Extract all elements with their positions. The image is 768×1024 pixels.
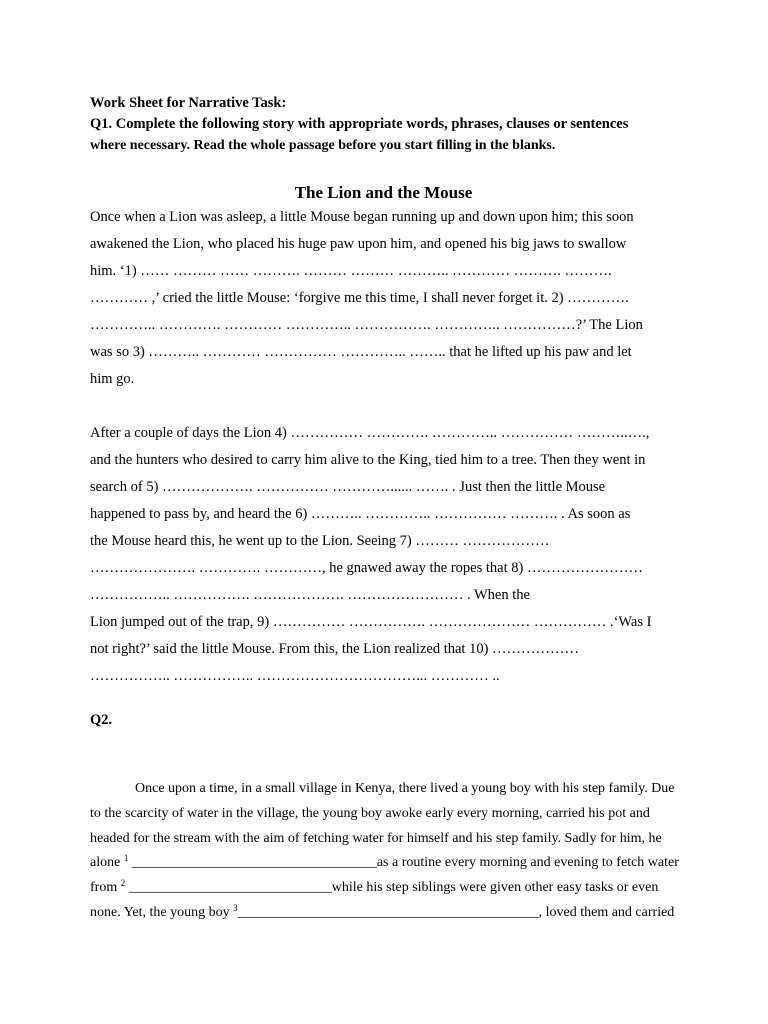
- q2-line-text-part: alone: [90, 855, 121, 871]
- story-line: ………….. …………. ………… ………….. ……………. ………….. ……………?’ The Lion: [90, 317, 643, 333]
- blank-2[interactable]: _____________________________: [128, 880, 332, 896]
- paragraph-gap: [90, 393, 690, 420]
- q2-line: [90, 901, 678, 926]
- blank-number: 1: [123, 853, 129, 864]
- q1-instruction-text-1: Q1. Complete the following story with appropriate words, phrases, clauses or sentences: [90, 116, 629, 132]
- q2-line-text-part: , loved them and carried: [538, 904, 675, 920]
- blank-1[interactable]: ___________________________________: [131, 855, 377, 871]
- story-line: happened to pass by, and heard the 6) ……….. ………….. …………… ………. . As soon as: [90, 506, 631, 522]
- story-line: …………….. …………….. ……………………………... ………… ..: [90, 668, 500, 684]
- q2-line-text-part: while his step siblings were given other easy tasks or even: [331, 880, 659, 896]
- story-line: After a couple of days the Lion 4) …………… …………. ………….. …………… ………..….,: [90, 425, 650, 441]
- q2-line: [90, 827, 678, 852]
- q2-line-text-part: from: [90, 880, 118, 896]
- story-line: …………………. …………. …………, he gnawed away the ropes that 8) ……………………: [90, 560, 643, 576]
- q2-line: [90, 851, 678, 876]
- q2-passage: [90, 777, 678, 926]
- story-line: awakened the Lion, who placed his huge paw upon him, and opened his big jaws to swallow: [90, 236, 627, 252]
- story-line: was so 3) ……….. ………… …………… ………….. …….. that he lifted up his paw and let: [90, 344, 632, 360]
- story-line: Once when a Lion was asleep, a little Mouse began running up and down upon him; this soon: [90, 209, 634, 225]
- story-line: him. ‘1) …… ……… …… ………. ……… ……… ……….. ………… ………. ……….: [90, 263, 612, 279]
- worksheet-header: [90, 93, 677, 157]
- blank-number: 3: [233, 902, 238, 913]
- story-line: ………… ,’ cried the little Mouse: ‘forgive me this time, I shall never forget it. 2) ………….: [90, 290, 629, 306]
- q2-line-text: to the scarcity of water in the village, the young boy awoke early every morning, carried his pot and: [90, 805, 650, 821]
- story-line: and the hunters who desired to carry him alive to the King, tied him to a tree. Then they went in: [90, 452, 646, 468]
- story-line: not right?’ said the little Mouse. From this, the Lion realized that 10) ………………: [90, 641, 580, 657]
- worksheet-title: Work Sheet for Narrative Task:: [90, 95, 287, 111]
- story-line: Lion jumped out of the trap, 9) …………… ……………. ………………… …………… .‘Was I: [90, 614, 652, 630]
- story-line: the Mouse heard this, he went up to the Lion. Seeing 7) ……… ………………: [90, 533, 550, 549]
- q1-instruction-line-1: [90, 113, 677, 135]
- story-title: The Lion and the Mouse: [294, 183, 473, 202]
- blank-number: 2: [120, 878, 126, 889]
- story-line: him go.: [90, 371, 135, 387]
- story-line: …………….. ……………. ………………. …………………… . When the: [90, 587, 530, 603]
- q2-line-text: [90, 851, 679, 876]
- q2-line: [90, 802, 678, 827]
- q2-line-text: [90, 876, 658, 901]
- q2-line-text: [90, 901, 674, 926]
- story-line: search of 5) ………………. …………… …………...... ……. . Just then the little Mouse: [90, 479, 606, 495]
- story-body: [90, 204, 690, 690]
- blank-3[interactable]: ___________________________________________: [237, 904, 539, 920]
- q1-instruction-line-2: where necessary. Read the whole passage before you start filling in the blanks.: [90, 138, 556, 153]
- q2-line: [90, 876, 678, 901]
- q2-line-text: headed for the stream with the aim of fetching water for himself and his step family. Sadly for him, he: [90, 830, 662, 846]
- q2-label: Q2.: [90, 712, 113, 728]
- q2-line-text-part: none. Yet, the young boy: [90, 904, 230, 920]
- q2-line-text-part: as a routine every morning and evening to fetch water: [376, 855, 679, 871]
- q2-line: Once upon a time, in a small village in Kenya, there lived a young boy with his step family. Due: [135, 781, 675, 796]
